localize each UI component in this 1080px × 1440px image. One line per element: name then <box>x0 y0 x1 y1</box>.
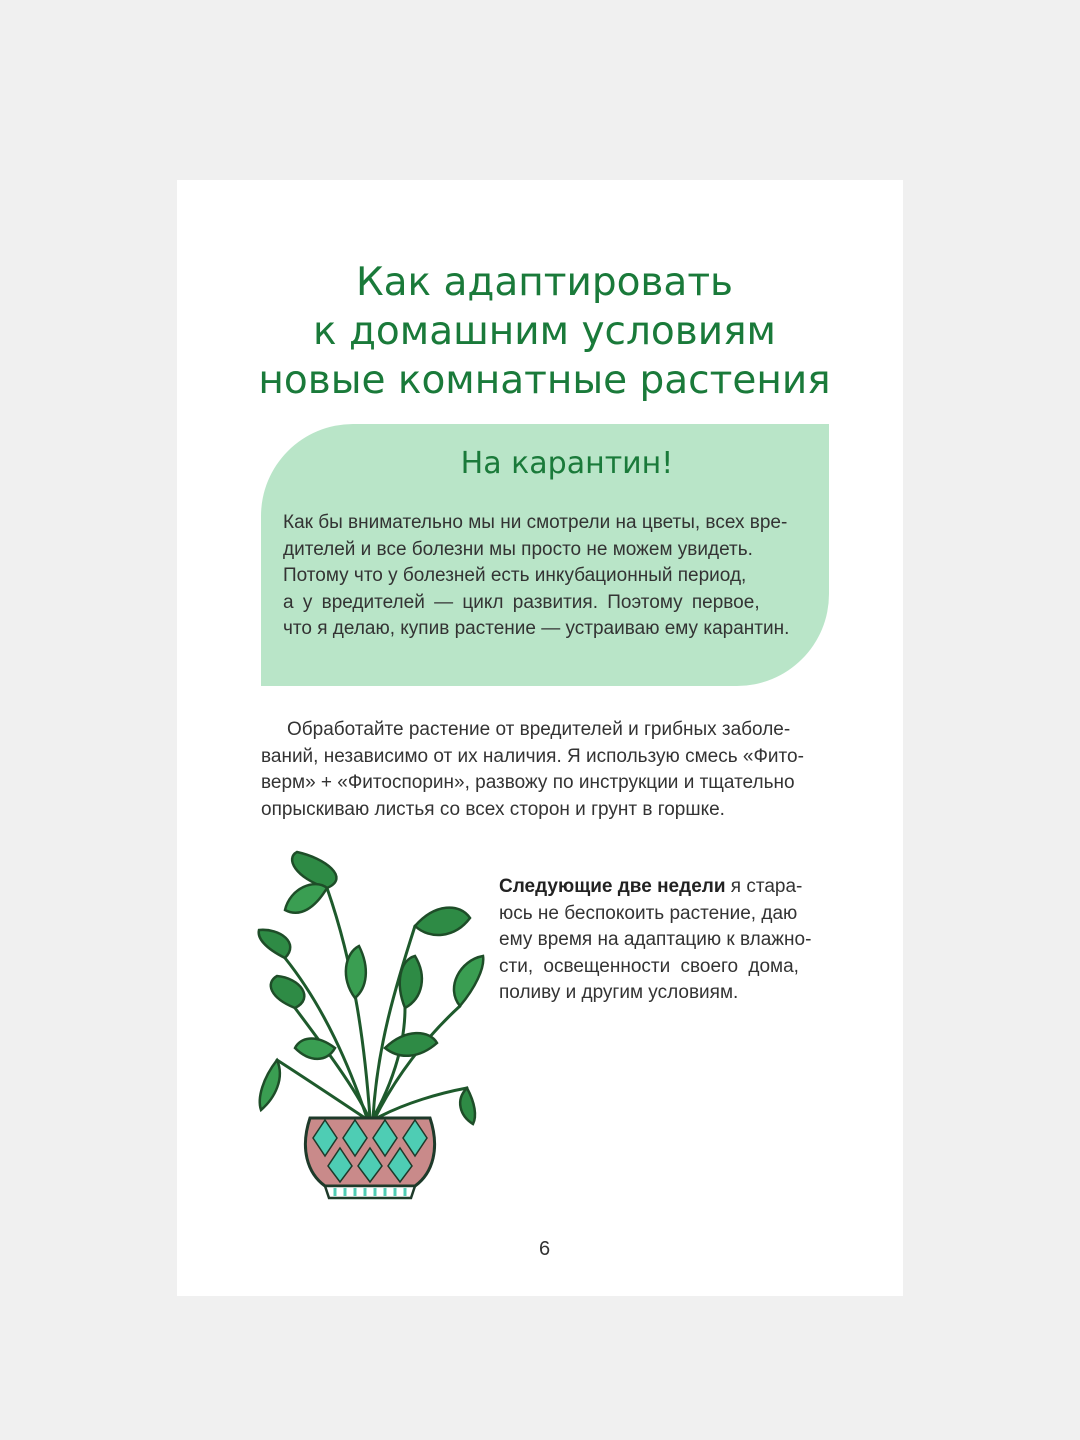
callout-line-3: Потому что у болезней есть инкубационный период, <box>283 565 747 586</box>
paragraph-line-3: верм» + «Фитоспорин», развожу по инструкции и тщательно <box>261 772 795 793</box>
adaptation-paragraph <box>499 874 839 1007</box>
page-number: 6 <box>538 1238 551 1260</box>
paragraph-line-1: Обработайте растение от вредителей и грибных заболе- <box>287 719 791 740</box>
side-line-1 <box>499 874 839 901</box>
side-line-5: поливу и другим условиям. <box>499 982 739 1003</box>
callout-text <box>283 510 811 643</box>
potted-plant-illustration <box>255 848 485 1204</box>
callout-line-1: Как бы внимательно мы ни смотрели на цветы, всех вре- <box>283 512 788 533</box>
title-line-3: новые комнатные растения <box>258 358 831 403</box>
paragraph-line-4: опрыскиваю листья со всех сторон и грунт в горшке. <box>261 798 725 820</box>
bold-phrase: Следующие две недели <box>499 876 726 897</box>
side-line-3: ему время на адаптацию к влажно- <box>499 929 812 950</box>
side-line-1-rest: я стара- <box>725 876 803 897</box>
page-title <box>177 258 912 405</box>
callout-line-2: дителей и все болезни мы просто не можем увидеть. <box>283 538 753 560</box>
callout-heading: На карантин! <box>460 446 674 481</box>
callout-line-5: что я делаю, купив растение — устраиваю ему карантин. <box>283 618 790 639</box>
quarantine-callout <box>261 424 829 686</box>
title-line-1: Как адаптировать <box>355 260 734 305</box>
pot-icon <box>305 1118 434 1198</box>
side-line-4: сти, освещенности своего дома, <box>499 955 799 977</box>
book-page <box>177 180 903 1296</box>
paragraph-line-2: ваний, независимо от их наличия. Я использую смесь «Фито- <box>261 745 804 767</box>
side-line-2: юсь не беспокоить растение, даю <box>499 902 798 924</box>
treatment-paragraph <box>261 717 837 823</box>
title-line-2: к домашним условиям <box>313 309 776 354</box>
callout-line-4: а у вредителей — цикл развития. Поэтому первое, <box>283 591 760 613</box>
